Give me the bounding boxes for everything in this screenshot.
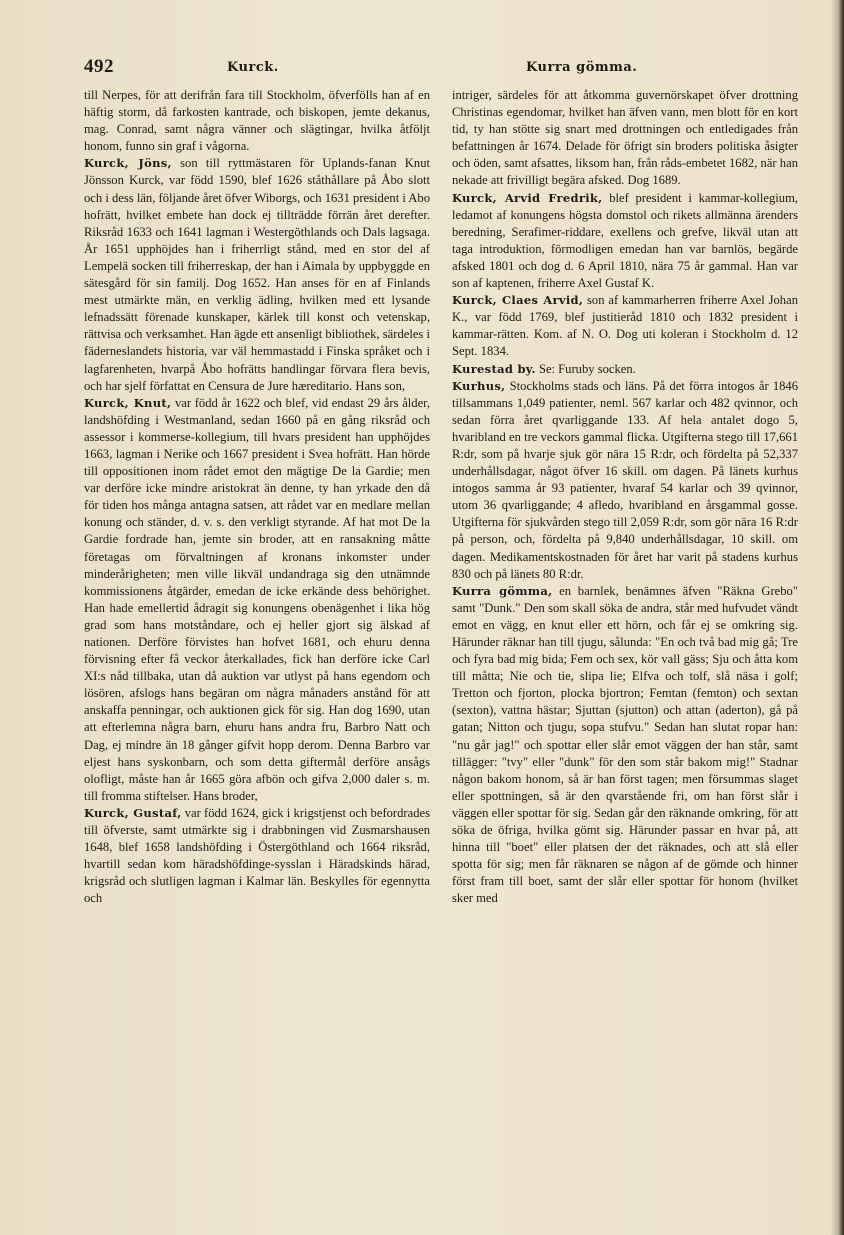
- entry-text: son af kammarherren friherre Axel Johan K., var född 1769, blef justitieråd 1810 och 1832 president i kammar-rätten. Kom. af N. O. Dog uti koleran i Stockholm d. 12 Sept. 1834.: [452, 293, 798, 359]
- entry-headword: Kurck, Knut,: [84, 395, 172, 410]
- entry: [452, 583, 798, 908]
- right-column: [452, 87, 798, 908]
- entry-continuation: [452, 87, 798, 190]
- entry-text: var född 1624, gick i krigstjenst och befordrades till öfverste, samt utmärkte sig i drabbningen vid Zusmarshausen 1648, blef 1658 landshöfding i Östergöthland och 1664 riksråd, hvartill sedan kom häradshöfdinge-sysslan i Häradskinds härad, krigsråd och slutligen lagman i Kalmar län. Beskylles för egennytta och: [84, 805, 430, 906]
- entry-text: intriger, särdeles för att åtkomma guvernörskapet öfver drottning Christinas egendomar, hvilket han äfven vann, men blott för en kort tid, ty han stötte sig snart med drottningen och entledigades från befattningen år 1674. Delade för öfrigt sin broders politiska åsigter och öden, samt afsattes, liksom han, från råds-embetet 1682, när han nekade att frivilligt begära afsked. Dog 1689.: [452, 88, 798, 188]
- entry: [84, 395, 430, 805]
- page-edge-shadow: [830, 0, 844, 1235]
- left-column: [84, 87, 430, 908]
- entry-text: Stockholms stads och läns. På det förra intogos år 1846 tillsammans 1,049 patienter, neml. 567 karlar och 482 qvinnor, och sedan förra året qvarliggande 133. Af hela antalet dogo 5, hvaribland en tre veckors gammal flicka. Utgifterna stego till 17,661 R:dr, som på hvarje sjuk gör nära 15 R:dr, och fördelta på 52,337 underhållsdagar, något öfver 16 skill. om dagen. På länets kurhus intogos samma år 93 patienter, hvaraf 54 karlar och 39 qvinnor, utom 36 qvarliggande; 4 afledo, hvaribland en årsgammal gosse. Utgifterna för sjukvården stego till 2,059 R:dr, som gör nära 16 R:dr på person, och, fördelta på 9,840 underhållsdagar, 10 skill. om dagen. Medikamentskostnaden för året har varit på stadens kurhus 830 och på länets 80 R:dr.: [452, 378, 799, 581]
- entry: [452, 190, 798, 293]
- entry: [452, 378, 798, 583]
- entry: [84, 805, 430, 908]
- entry: [452, 361, 798, 378]
- page-number: 492: [84, 56, 114, 77]
- entry-text: en barnlek, benämnes äfven "Räkna Grebo" samt "Dunk." Den som skall söka de andra, står med hufvudet vändt emot en vägg, en knut eller ett hörn, och får ej se omkring sig. Härunder räknar han till tjugu, sålunda: "En och två bad mig gå; Tre och fyra bad mig bida; Fem och sex, kör vall gäss; Sju och åtta kom till måtta; Nie och tie, slipa lie; Elfva och tolf, slå näsa i golf; Tretton och fjorton, plocka bjortron; Femtan (femton) och sextan (sexton), vattna hästar; Sjuttan (sjutton) och attan (aderton), gå på gatan; Nitton och tjugu, sopa stufvu." Sedan han slutat ropar han: "nu går jag!" och spottar eller slår emot väggen der han står, samt tillägger: "tvy" eller "dunk" för den som står bakom mig!" Stadnar någon bakom honom, så är han först tagen; men försummas slaget eller spottningen, så är den qvarstående fri, om han först slår i väggen eller spottar för sig. Sedan går den räknande omkring, för att söka de öfriga, hvilka gömt sig. Härunder passar en hvar på, att hinna till "boet" eller platsen der det räknades, och att slå eller spotta för sig; men får räknaren se någon af de gömde och hinner först fram till boet, samt der slår eller spottar för honom (hvilket sker med: [452, 583, 798, 906]
- entry-text: Se: Furuby socken.: [538, 361, 636, 376]
- entry-headword: Kurck, Gustaf,: [84, 805, 182, 820]
- entry-headword: Kurck, Arvid Fredrik,: [452, 190, 603, 205]
- running-head-right: Kurra gömma.: [526, 60, 638, 75]
- entry-headword: Kurhus,: [452, 378, 506, 393]
- entry: [84, 155, 430, 394]
- entry-headword: Kurestad by.: [452, 361, 536, 376]
- entry-text: var född år 1622 och blef, vid endast 29 års ålder, landshöfding i Westmanland, sedan 1660 på en gång riksråd och assessor i kommerse-kollegium, till hvars president han upphöjdes 1663, lagman i Nerike och 1667 president i Svea hofrätt. Han hörde till oppositionen inom rådet emot den mägtige De la Gardie; men var derföre icke mindre aristokrat än denne, ty han yrkade den då för tiden hos många antagna satsen, att rådet var en medlare mellan konung och ständer, d. v. s. den verkligt styrande. Af hat mot De la Gardie fordrade han, jemte sin broder, att en ransakning måtte företagas om förvaltningen af kronans inkomster under minderårigheten; men ville likväl undandraga sig den utnämnde kommissionens åtgärder, emedan de icke erkände dess behörighet. Han hade emellertid ådragit sig konungens obenägenhet i lika hög grad som hans motståndare, och ej heller gjort sig älskad af nationen. Derföre förvistes han hofvet 1681, och ehuru denna förvisning efter få veckor återkallades, fick han derföre icke Carl XI:s nåd tillbaka, utan då auktion var utlyst på hans egendom och lösören, afslogs hans begäran om några månaders anstånd för att anskaffa penningar, och auktionen gick för sig. Han dog 1690, utan att efterlemna några barn, ehuru hans andra fru, Barbro Natt och Dag, ej mindre än 18 gånger gifvit hopp derom. Denna Barbro var eljest hans syskonbarn, och som detta giftermål derföre ansågs olofligt, måste han år 1665 göra afbön och gifva 2,000 daler s. m. till fromma stiftelser. Hans broder,: [84, 395, 431, 803]
- entry-headword: Kurck, Claes Arvid,: [452, 293, 584, 308]
- entry-text: blef president i kammar-kollegium, ledamot af konungens högsta domstol och rikets allmänna ärenders beredning, Serafimer-riddare, exellens och grefve, likväl utan att taga introduktion, förmodligen emedan han var barnlös, begärde afsked 1801 och dog d. 6 April 1810, nära 75 år gammal. Han var son af kaptenen, friherre Axel Gustaf K.: [452, 190, 799, 291]
- entry-headword: Kurck, Jöns,: [84, 156, 172, 171]
- entry-text: son till ryttmästaren för Uplands-fanan Knut Jönsson Kurck, var född 1590, blef 1626 ståthållare på Åbo slott och i dess län, följande året öfver Wiborgs, och 1631 president i Abo hofrätt, hvilket embete han dock ej tillträdde förrän året derefter. Riksråd 1633 och 1641 lagman i Westergöthlands och Dals lagsaga. År 1651 upphöjdes han i friherrligt stånd, med en stor del af Lempelä socken till friherreskap, der han i Aimala by uppbyggde en sätesgård för sin familj. Dog 1652. Han anses för en af Finlands mest utmärkte män, en verklig ädling, hvilken med ett lysande lefnadssätt förenade kunskaper, kärlek till konst och vetenskap, rättvisa och verksamhet. Han ägde ett ansenligt bibliothek, särdeles i fäderneslandets historia, var väl hemmastadd i Finska språket och i lagfarenheten, hvarpå Åbo hofrätts handlingar förvara flera bevis, och har sjelf författat en Censura de Jure hæreditario. Hans son,: [84, 156, 430, 393]
- entry-continuation: [84, 87, 430, 155]
- entry: [452, 292, 798, 360]
- entry-headword: Kurra gömma,: [452, 583, 553, 598]
- page-header: [84, 56, 694, 86]
- running-head-left: Kurck.: [227, 60, 279, 75]
- entry-text: till Nerpes, för att derifrån fara till Stockholm, öfverfölls han af en häftig storm, då farkosten kantrade, och biskopen, jemte dekanus, mag. Conrad, samt några vänner och slägtingar, hvilka åtföljt honom, funno sin graf i vågorna.: [84, 88, 430, 154]
